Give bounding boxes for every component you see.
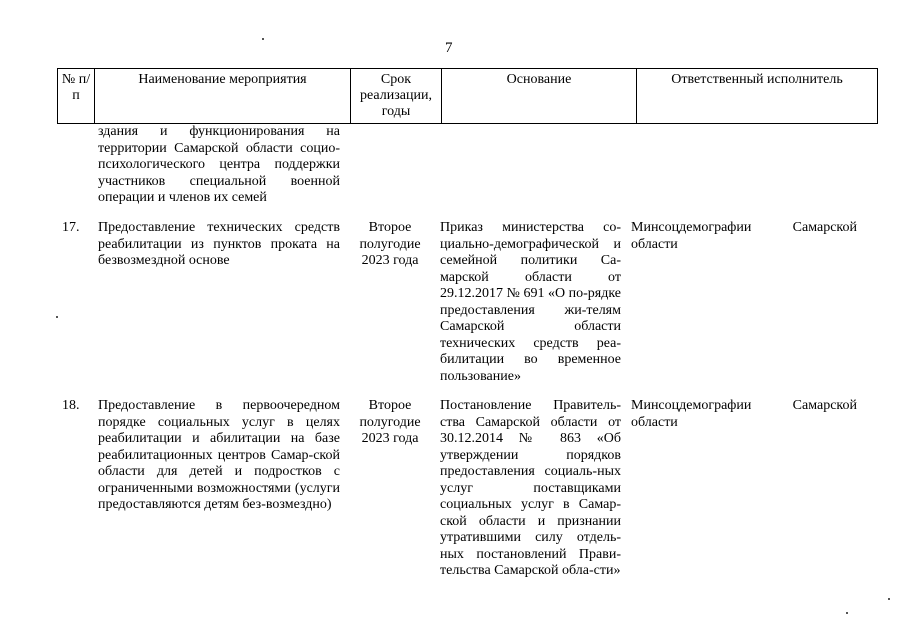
scan-speck xyxy=(56,316,58,318)
row-17-responsible: Минсоцдемографии Самарской области xyxy=(631,220,857,252)
row-17-num: 17. xyxy=(62,220,80,235)
row-18-basis: Постановление Правитель-ства Самарской области от 30.12.2014 № 863 «Об утверждении порядков предоставления социаль-ных услуг поставщиками социальных услуг в Самар-ской области и признании утратившими силу отдель-ных постановлений Прави-тельства Самарской обла-сти» xyxy=(440,398,621,578)
scan-speck xyxy=(888,598,890,600)
header-term: Срок реализации, годы xyxy=(351,69,442,124)
page-number: 7 xyxy=(445,40,453,56)
header-name: Наименование мероприятия xyxy=(95,69,351,124)
header-responsible: Ответственный исполнитель xyxy=(637,69,878,124)
continuation-name: здания и функционирования на территории Самарской области социо-психологического центра поддержки участников специальной военной операции и членов их семей xyxy=(98,124,340,205)
header-num: № п/п xyxy=(58,69,95,124)
row-17-name: Предоставление технических средств реабилитации из пунктов проката на безвозмездной основе xyxy=(98,220,340,268)
row-17-term: Второе полугодие 2023 года xyxy=(359,220,421,268)
row-18-responsible: Минсоцдемографии Самарской области xyxy=(631,398,857,430)
header-basis: Основание xyxy=(442,69,637,124)
row-18-num: 18. xyxy=(62,398,80,413)
scan-speck xyxy=(846,612,848,614)
row-17-basis: Приказ министерства со-циально-демографической и семейной политики Са-марской области от 29.12.2017 № 691 «О по-рядке предоставления жи-телям Самарской области технических средств реа-билитации во временное пользование» xyxy=(440,220,621,384)
row-18-term: Второе полугодие 2023 года xyxy=(359,398,421,446)
scan-speck xyxy=(262,38,264,40)
table-header xyxy=(57,68,878,124)
row-18-name: Предоставление в первоочередном порядке социальных услуг в целях реабилитации и абилитации на базе реабилитационных центров Самар-ской области для детей и подростков с ограниченными возможностями (услуги предоставляются детям без-возмездно) xyxy=(98,398,340,512)
